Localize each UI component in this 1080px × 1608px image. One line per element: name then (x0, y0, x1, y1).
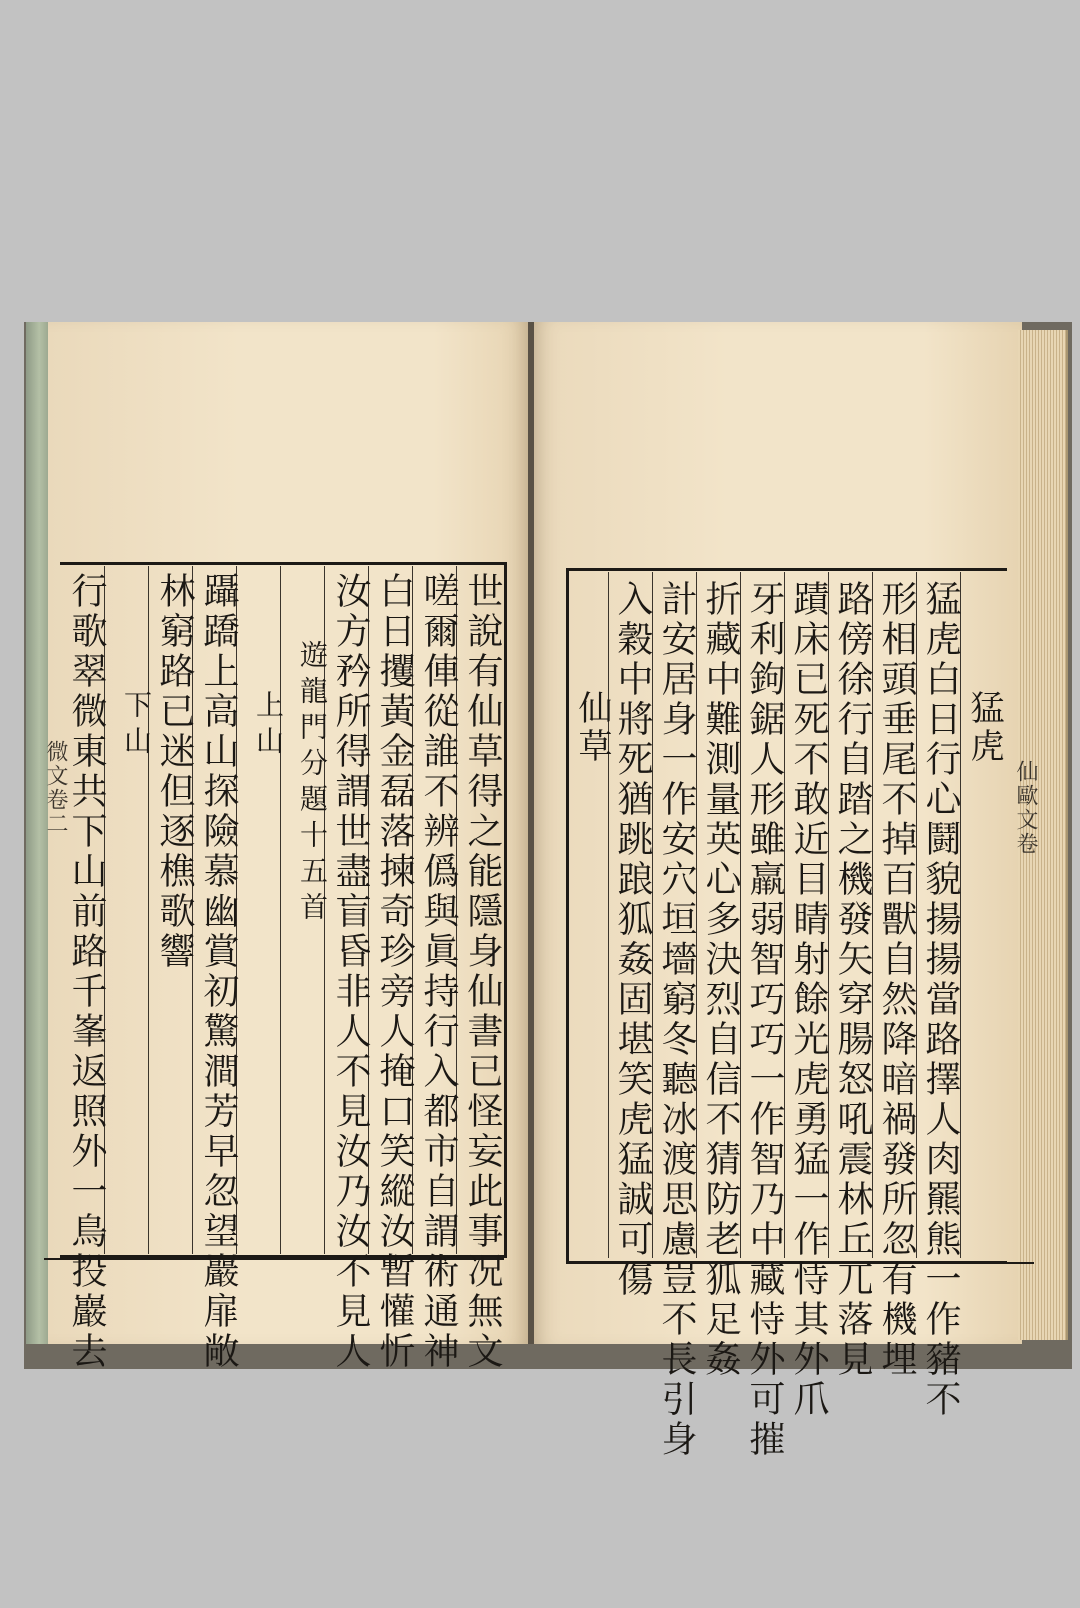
text-column: 林窮路已迷但逐樵歌響 (154, 572, 195, 972)
poem-title: 下山 (120, 690, 153, 762)
text-column: 行歌翠微東共下山前路千峯返照外一鳥投巖去 (66, 572, 107, 1372)
text-column: 躡蹻上高山探險慕幽賞初驚澗芳早忽望巖扉敞 (198, 572, 239, 1372)
left-margin-title: 微文卷二 (43, 740, 68, 836)
poem-group-title: 遊龍門分題十五首 (296, 640, 329, 928)
poem-title: 仙草 (572, 690, 612, 766)
text-column: 汝方矜所得謂世盡盲昏非人不見汝乃汝不見人 (330, 572, 371, 1372)
column-rule (148, 566, 149, 1254)
column-rule (280, 566, 281, 1254)
text-column: 路傍徐行自踏之機發矢穿腸怒吼震林丘兀落見 (832, 580, 873, 1380)
text-column: 入穀中將死猶跳踉狐姦固堪笑虎猛誠可傷 (612, 580, 653, 1300)
poem-title: 猛虎 (964, 690, 1004, 766)
column-rule (608, 572, 609, 1258)
text-column: 嗟爾俥從誰不辨僞與眞持行入都市自謂術通神 (418, 572, 459, 1372)
text-column: 世說有仙草得之能隱身仙書已怪妄此事况無文 (462, 572, 503, 1372)
poem-title: 上山 (252, 690, 285, 762)
text-column: 蹟床已死不敢近目睛射餘光虎勇猛一作恃其外爪 (788, 580, 829, 1420)
text-column: 白日攫黃金磊落揀奇珍旁人掩口笑縱汝暫懽忻 (374, 572, 415, 1372)
text-column: 計安居身一作安穴垣墻窮冬聽冰渡思慮豈不長引身 (656, 580, 697, 1460)
text-column: 猛虎白日行心鬪貌揚揚當路擇人肉羆熊一作豬不 (920, 580, 961, 1420)
text-column: 牙利鉤鋸人形雖羸弱智巧巧一作智乃中藏恃外可摧 (744, 580, 785, 1460)
right-margin-title: 仙歐文卷 (1013, 760, 1038, 856)
text-column: 折藏中難測量英心多決烈自信不猜防老狐足姦 (700, 580, 741, 1380)
book-gutter (528, 322, 534, 1344)
text-column: 形相頭垂尾不掉百獸自然降暗禍發所忽有機埋 (876, 580, 917, 1380)
